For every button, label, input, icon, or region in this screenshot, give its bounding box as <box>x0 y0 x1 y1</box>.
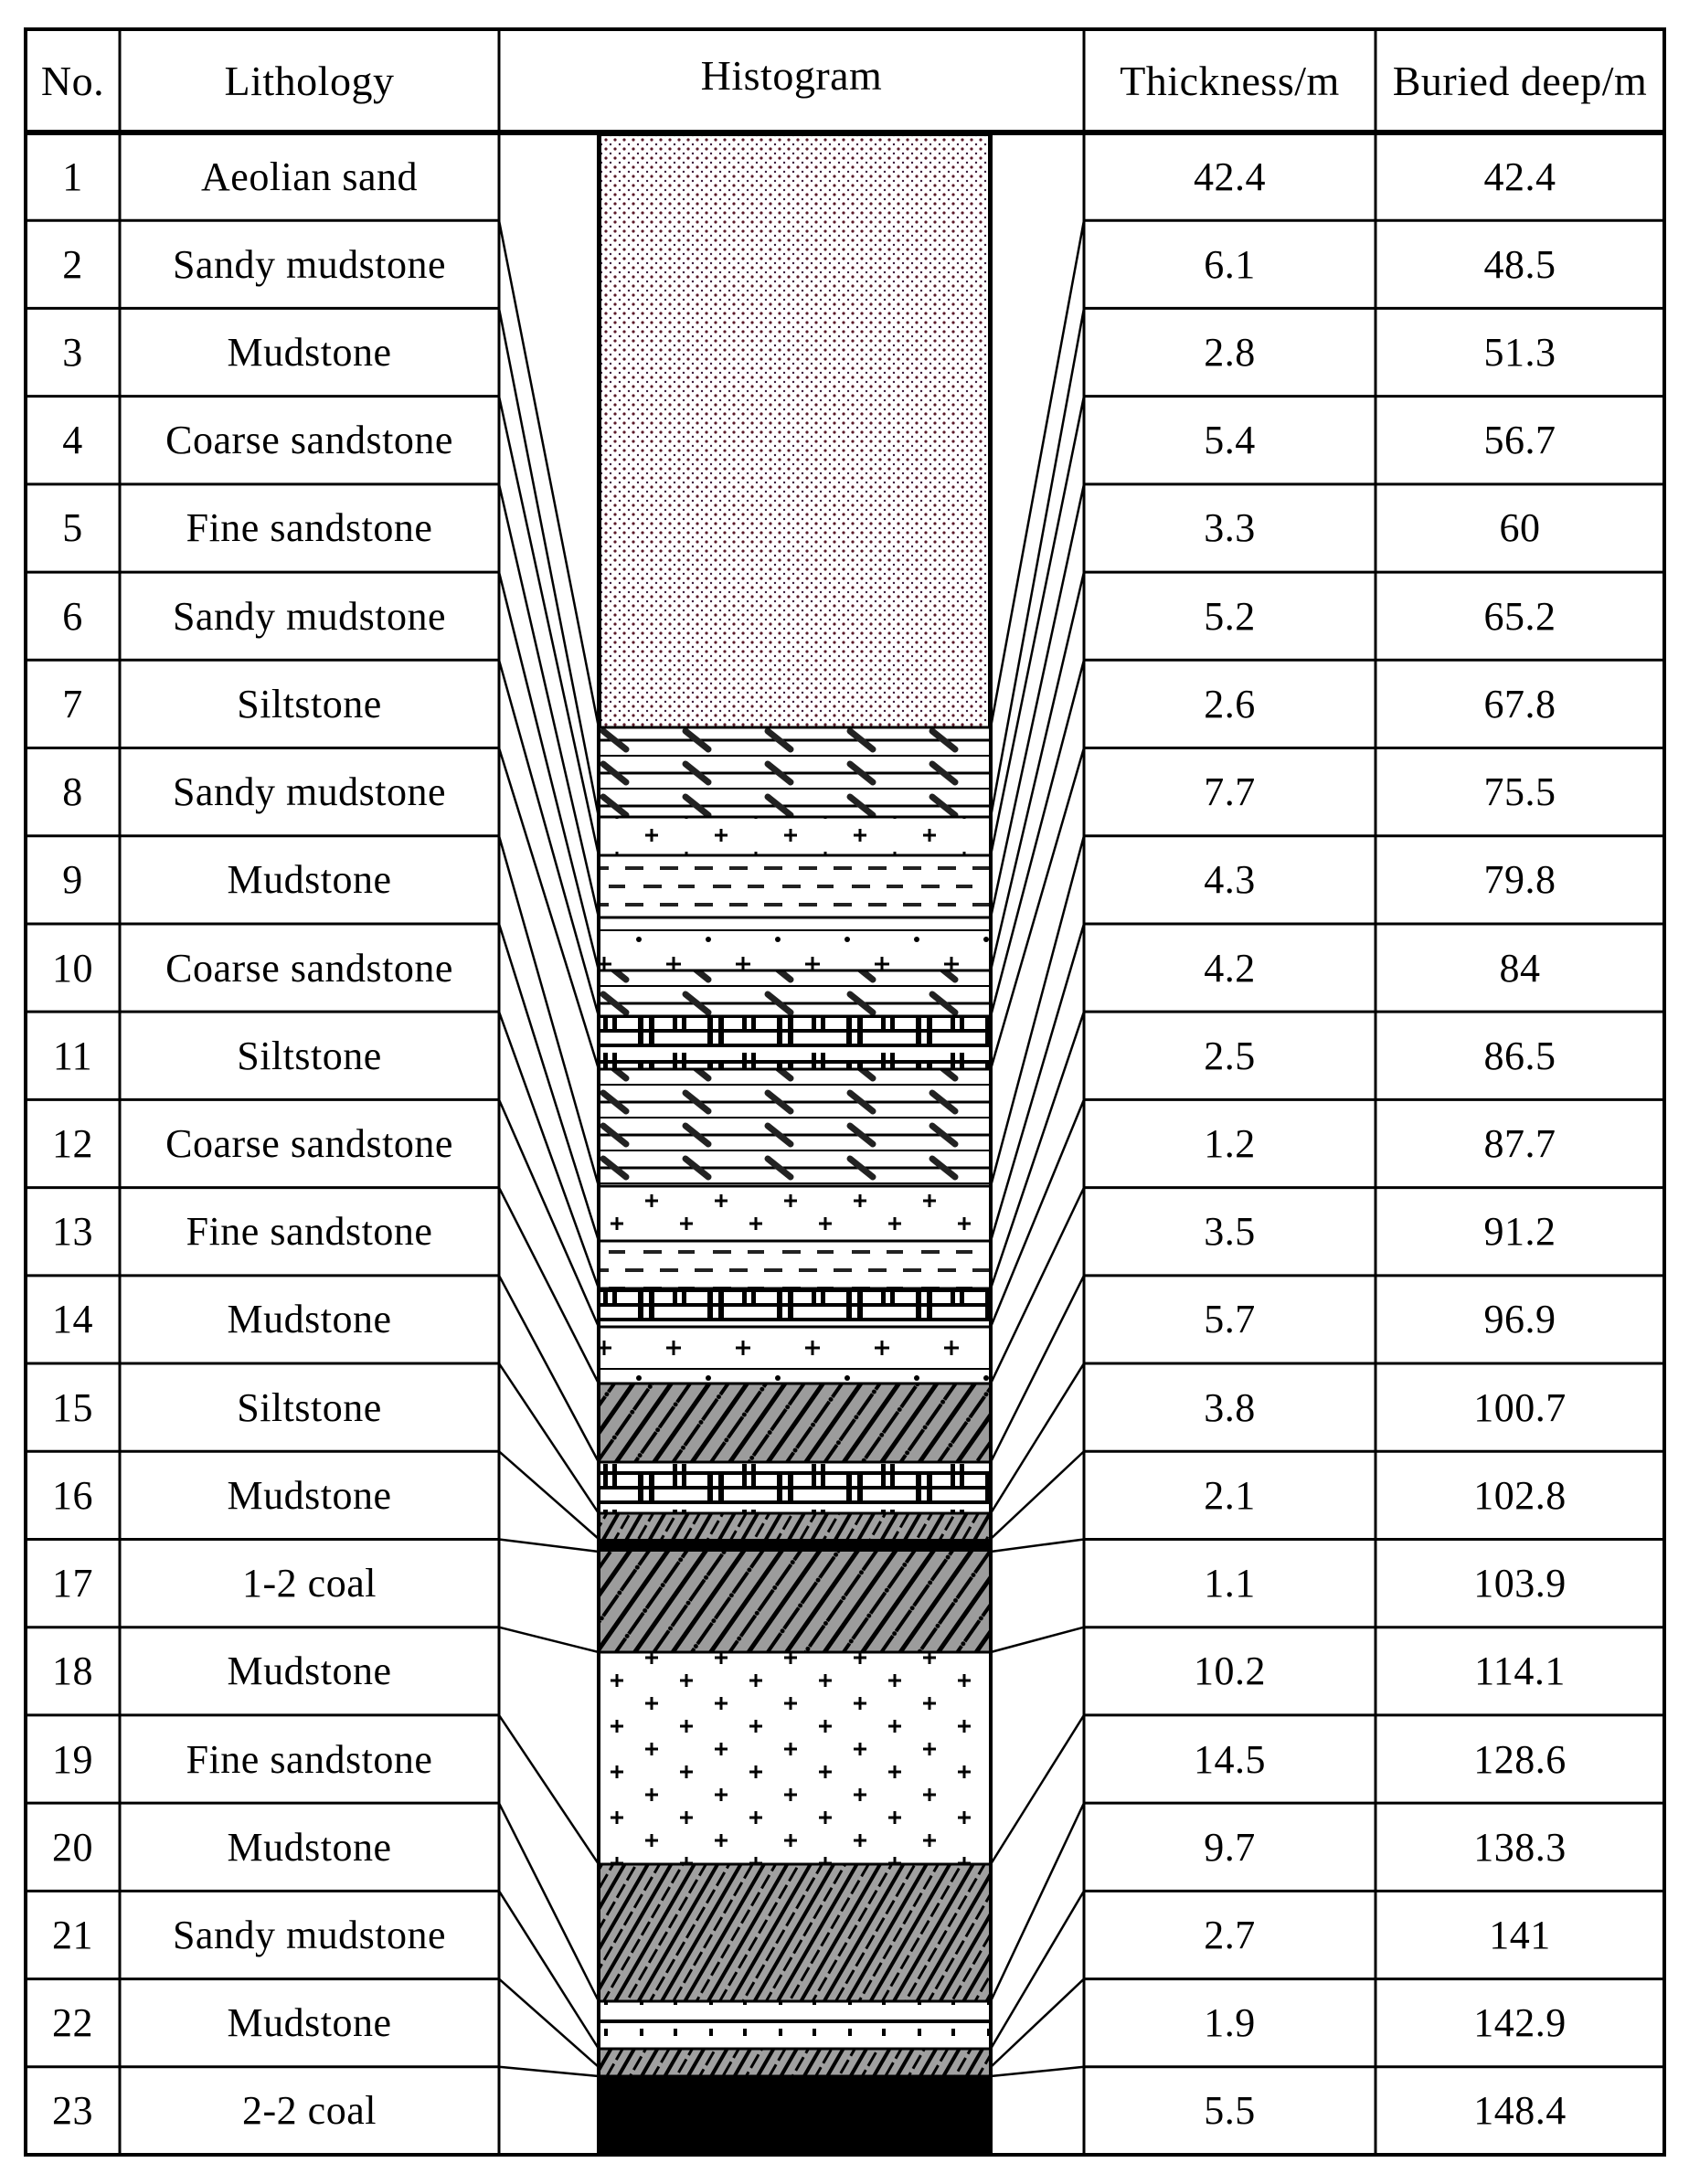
cell-lithology: Aeolian sand <box>201 154 418 199</box>
cell-buried-depth: 60 <box>1499 505 1541 551</box>
histogram-column <box>599 135 991 2155</box>
layer-aeolian-sand <box>600 135 989 727</box>
cell-no: 23 <box>52 2088 93 2134</box>
cell-buried-depth: 67.8 <box>1483 681 1556 726</box>
header-thickness: Thickness/m <box>1120 58 1340 104</box>
cell-lithology: 1-2 coal <box>242 1561 377 1606</box>
layer-mudstone-grey <box>600 1384 989 1462</box>
cell-no: 3 <box>62 330 83 376</box>
cell-lithology: Sandy mudstone <box>172 241 447 287</box>
cell-thickness: 5.4 <box>1204 418 1256 463</box>
layer-coarse-sandstone-2 <box>600 1327 989 1384</box>
cell-lithology: Fine sandstone <box>186 1736 433 1782</box>
layer-mudstone-brick-2 <box>600 1288 989 1327</box>
cell-lithology: Coarse sandstone <box>165 1120 453 1166</box>
cell-no: 20 <box>52 1824 93 1870</box>
cell-buried-depth: 56.7 <box>1483 418 1556 463</box>
cell-lithology: Fine sandstone <box>186 505 433 551</box>
cell-buried-depth: 84 <box>1499 945 1541 991</box>
cell-thickness: 6.1 <box>1204 241 1256 287</box>
cell-no: 21 <box>52 1912 93 1957</box>
cell-no: 16 <box>52 1472 93 1518</box>
header-lithology: Lithology <box>224 58 395 104</box>
cell-buried-depth: 87.7 <box>1483 1120 1556 1166</box>
cell-no: 8 <box>62 769 83 815</box>
cell-thickness: 2.7 <box>1204 1912 1256 1957</box>
cell-thickness: 14.5 <box>1194 1736 1266 1782</box>
cell-thickness: 9.7 <box>1204 1824 1256 1870</box>
cell-thickness: 2.1 <box>1204 1472 1256 1518</box>
layer-fine-sandstone-2 <box>600 1186 989 1241</box>
cell-no: 4 <box>62 418 83 463</box>
cell-no: 2 <box>62 241 83 287</box>
cell-no: 10 <box>52 945 93 991</box>
cell-no: 15 <box>52 1384 93 1430</box>
cell-buried-depth: 75.5 <box>1483 769 1556 815</box>
cell-no: 17 <box>52 1561 93 1606</box>
cell-no: 13 <box>52 1209 93 1255</box>
cell-buried-depth: 48.5 <box>1483 241 1556 287</box>
cell-lithology: Mudstone <box>227 330 392 376</box>
cell-thickness: 3.8 <box>1204 1384 1256 1430</box>
layer-coal-2-2 <box>600 2076 989 2155</box>
cell-buried-depth: 102.8 <box>1473 1472 1567 1518</box>
cell-buried-depth: 42.4 <box>1483 154 1556 199</box>
cell-no: 22 <box>52 2000 93 2046</box>
cell-buried-depth: 128.6 <box>1473 1736 1567 1782</box>
cell-buried-depth: 114.1 <box>1474 1649 1566 1694</box>
cell-no: 5 <box>62 505 83 551</box>
cell-no: 12 <box>52 1120 93 1166</box>
cell-lithology: Coarse sandstone <box>165 418 453 463</box>
layer-sandy-mudstone <box>600 727 989 817</box>
cell-thickness: 1.2 <box>1204 1120 1256 1166</box>
layer-siltstone-2 <box>600 1241 989 1288</box>
layer-mudstone-brick <box>600 1016 989 1069</box>
cell-lithology: Coarse sandstone <box>165 945 453 991</box>
cell-no: 1 <box>62 154 83 199</box>
cell-no: 19 <box>52 1736 93 1782</box>
header-no: No. <box>40 58 105 104</box>
cell-thickness: 4.3 <box>1204 857 1256 903</box>
cell-no: 6 <box>62 593 83 639</box>
cell-thickness: 2.5 <box>1204 1033 1256 1078</box>
cell-lithology: Siltstone <box>237 1033 382 1078</box>
cell-lithology: Mudstone <box>227 857 392 903</box>
cell-buried-depth: 148.4 <box>1473 2088 1567 2134</box>
cell-no: 18 <box>52 1649 93 1694</box>
cell-buried-depth: 91.2 <box>1483 1209 1556 1255</box>
cell-thickness: 5.2 <box>1204 593 1256 639</box>
cell-buried-depth: 141 <box>1489 1912 1551 1957</box>
cell-buried-depth: 96.9 <box>1483 1297 1556 1342</box>
cell-lithology: Fine sandstone <box>186 1209 433 1255</box>
cell-buried-depth: 86.5 <box>1483 1033 1556 1078</box>
cell-thickness: 7.7 <box>1204 769 1256 815</box>
cell-lithology: Mudstone <box>227 1472 392 1518</box>
cell-buried-depth: 65.2 <box>1483 593 1556 639</box>
cell-thickness: 3.3 <box>1204 505 1256 551</box>
cell-lithology: Mudstone <box>227 1649 392 1694</box>
layer-mudstone-grey-2 <box>600 1513 989 1539</box>
layer-coarse-sandstone <box>600 917 989 970</box>
cell-lithology: Siltstone <box>237 1384 382 1430</box>
cell-thickness: 1.1 <box>1204 1561 1256 1606</box>
cell-thickness: 42.4 <box>1194 154 1266 199</box>
layer-mudstone-grey-4 <box>600 2049 989 2076</box>
cell-buried-depth: 51.3 <box>1483 330 1556 376</box>
cell-lithology: Sandy mudstone <box>172 1912 447 1957</box>
cell-lithology: Mudstone <box>227 1824 392 1870</box>
layer-mudstone-brick-3 <box>600 1462 989 1513</box>
cell-thickness: 5.7 <box>1204 1297 1256 1342</box>
cell-thickness: 3.5 <box>1204 1209 1256 1255</box>
cell-lithology: Mudstone <box>227 1297 392 1342</box>
cell-lithology: Siltstone <box>237 681 382 726</box>
cell-buried-depth: 103.9 <box>1473 1561 1567 1606</box>
layer-fine-sandstone-3 <box>600 1652 989 1864</box>
layer-sandy-mudstone-2 <box>600 970 989 1016</box>
layer-fine-sandstone <box>600 817 989 855</box>
cell-no: 7 <box>62 681 83 726</box>
cell-buried-depth: 79.8 <box>1483 857 1556 903</box>
cell-thickness: 2.8 <box>1204 330 1256 376</box>
layer-sandy-mudstone-grey <box>600 1864 989 2001</box>
layer-sandy-mudstone-3 <box>600 1069 989 1186</box>
cell-buried-depth: 138.3 <box>1473 1824 1567 1870</box>
cell-thickness: 2.6 <box>1204 681 1256 726</box>
cell-no: 11 <box>52 1033 93 1078</box>
cell-buried-depth: 100.7 <box>1473 1384 1567 1430</box>
cell-lithology: Sandy mudstone <box>172 769 447 815</box>
cell-thickness: 5.5 <box>1204 2088 1256 2134</box>
cell-thickness: 10.2 <box>1194 1649 1266 1694</box>
header-buried-depth: Buried deep/m <box>1392 58 1648 104</box>
cell-thickness: 1.9 <box>1204 2000 1256 2046</box>
header-histogram: Histogram <box>700 51 883 99</box>
cell-lithology: 2-2 coal <box>242 2088 377 2134</box>
cell-no: 14 <box>52 1297 93 1342</box>
layer-coal-1-2 <box>600 1539 989 1552</box>
cell-thickness: 4.2 <box>1204 945 1256 991</box>
cell-lithology: Mudstone <box>227 2000 392 2046</box>
layer-siltstone <box>600 855 989 917</box>
cell-lithology: Sandy mudstone <box>172 593 447 639</box>
layer-mudstone-lined <box>600 2001 989 2049</box>
cell-buried-depth: 142.9 <box>1473 2000 1567 2046</box>
cell-no: 9 <box>62 857 83 903</box>
layer-mudstone-grey-3 <box>600 1552 989 1652</box>
